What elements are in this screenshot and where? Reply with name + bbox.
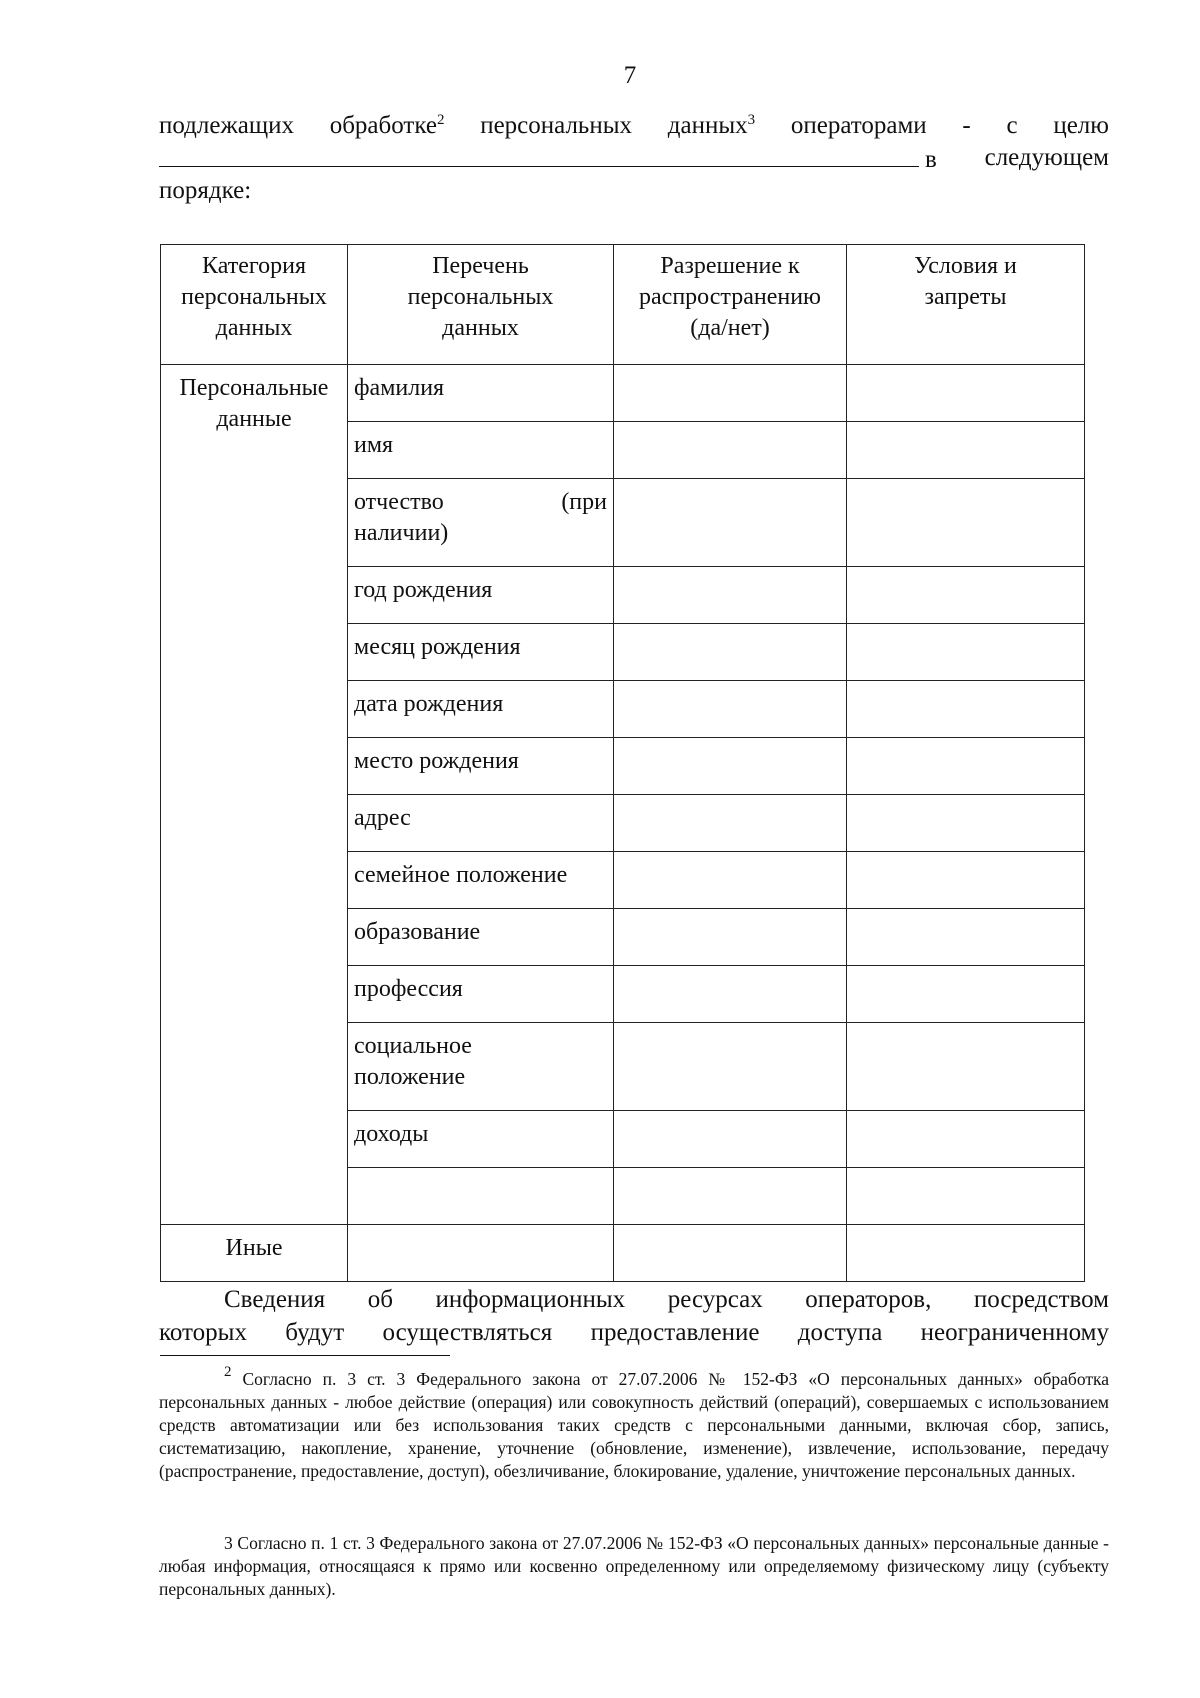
table-row <box>161 365 1085 422</box>
permission-cell[interactable] <box>614 1023 847 1111</box>
permission-cell[interactable] <box>614 738 847 795</box>
item-cell-empty[interactable] <box>348 1225 614 1282</box>
conditions-cell[interactable] <box>847 681 1085 738</box>
permission-cell[interactable] <box>614 966 847 1023</box>
permission-cell[interactable] <box>614 795 847 852</box>
item-cell: социальное положение <box>348 1023 614 1111</box>
header-category: Категория персональных данных <box>161 245 348 365</box>
item-cell: адрес <box>348 795 614 852</box>
conditions-cell[interactable] <box>847 624 1085 681</box>
conditions-cell[interactable] <box>847 1168 1085 1225</box>
item-cell: доходы <box>348 1111 614 1168</box>
permission-cell[interactable] <box>614 422 847 479</box>
footnote-ref-3: 3 <box>747 112 756 128</box>
table-header-row <box>161 245 1085 365</box>
footnote-ref-2: 2 <box>436 112 445 128</box>
intro-word: следующем <box>984 144 1109 171</box>
item-cell-empty[interactable] <box>348 1168 614 1225</box>
intro-word: с <box>1006 112 1018 139</box>
item-cell: профессия <box>348 966 614 1023</box>
permission-cell[interactable] <box>614 1168 847 1225</box>
intro-word: целю <box>1053 112 1109 139</box>
permission-cell[interactable] <box>614 624 847 681</box>
permission-cell[interactable] <box>614 365 847 422</box>
after-table-paragraph <box>159 1283 1109 1349</box>
permission-cell[interactable] <box>614 479 847 567</box>
intro-word: порядке: <box>159 177 252 204</box>
footnote-2: $^2$ Согласно п. 3 ст. 3 Федерального закона от 27.07.2006 № 152-ФЗ «О персональных данных» обработка персональных данных - любое действие (операция) или совокупность действий (операций), совершаемых с использованием средств автоматизации или без использования таких средств с персональными данными, включая сбор, запись, систематизацию, накопление, хранение, уточнение (обновление, изменение), извлечение, использование, передачу (распространение, предоставление, доступ), обезличивание, блокирование, удаление, уничтожение персональных данных. <box>159 1364 1109 1481</box>
conditions-cell[interactable] <box>847 1023 1085 1111</box>
item-cell: образование <box>348 909 614 966</box>
conditions-cell[interactable] <box>847 909 1085 966</box>
permission-cell[interactable] <box>614 567 847 624</box>
item-cell: имя <box>348 422 614 479</box>
intro-word: подлежащих <box>159 112 294 139</box>
item-cell: месяц рождения <box>348 624 614 681</box>
item-cell: отчество (при наличии) <box>348 479 614 567</box>
table-row <box>161 1225 1085 1282</box>
intro-word: данных$^3$ <box>667 112 756 139</box>
conditions-cell[interactable] <box>847 422 1085 479</box>
conditions-cell[interactable] <box>847 966 1085 1023</box>
footnote-3: 3 Согласно п. 1 ст. 3 Федерального закона от 27.07.2006 № 152-ФЗ «О персональных данных» персональные данные - любая информация, относящаяся к прямо или косвенно определенному или определяемому физическому лицу (субъекту персональных данных). <box>159 1533 1109 1599</box>
permission-cell[interactable] <box>614 852 847 909</box>
footnote-mark: 2 <box>224 1364 232 1380</box>
footnote-separator <box>160 1355 450 1356</box>
permission-cell[interactable] <box>614 681 847 738</box>
personal-data-table <box>160 244 1085 1282</box>
page-number: 7 <box>623 62 637 89</box>
intro-word: - <box>962 112 971 139</box>
item-cell: дата рождения <box>348 681 614 738</box>
conditions-cell[interactable] <box>847 738 1085 795</box>
conditions-cell[interactable] <box>847 1225 1085 1282</box>
conditions-cell[interactable] <box>847 365 1085 422</box>
conditions-cell[interactable] <box>847 795 1085 852</box>
conditions-cell[interactable] <box>847 1111 1085 1168</box>
paragraph-line: Сведения об информационных ресурсах операторов, посредством <box>224 1286 1109 1313</box>
intro-word: персональных <box>480 112 633 139</box>
permission-cell[interactable] <box>614 909 847 966</box>
intro-word: обработке$^2$ <box>329 112 445 139</box>
intro-line-1 <box>159 110 1109 142</box>
intro-line-3 <box>159 175 1109 207</box>
conditions-cell[interactable] <box>847 852 1085 909</box>
conditions-cell[interactable] <box>847 479 1085 567</box>
intro-line-2 <box>159 142 1109 176</box>
header-list: Перечень персональных данных <box>348 245 614 365</box>
item-cell: место рождения <box>348 738 614 795</box>
header-conditions: Условия и запреты <box>847 245 1085 365</box>
item-cell: фамилия <box>348 365 614 422</box>
category-personal-data: Персональные данные <box>161 365 348 1225</box>
purpose-blank-field[interactable]: в <box>159 142 937 176</box>
header-permission: Разрешение к распространению (да/нет) <box>614 245 847 365</box>
item-cell: год рождения <box>348 567 614 624</box>
category-other: Иные <box>161 1225 348 1282</box>
paragraph-line: которых будут осуществляться предоставление доступа неограниченному <box>159 1319 1109 1346</box>
conditions-cell[interactable] <box>847 567 1085 624</box>
permission-cell[interactable] <box>614 1111 847 1168</box>
intro-word: операторами <box>790 112 927 139</box>
item-cell: семейное положение <box>348 852 614 909</box>
permission-cell[interactable] <box>614 1225 847 1282</box>
